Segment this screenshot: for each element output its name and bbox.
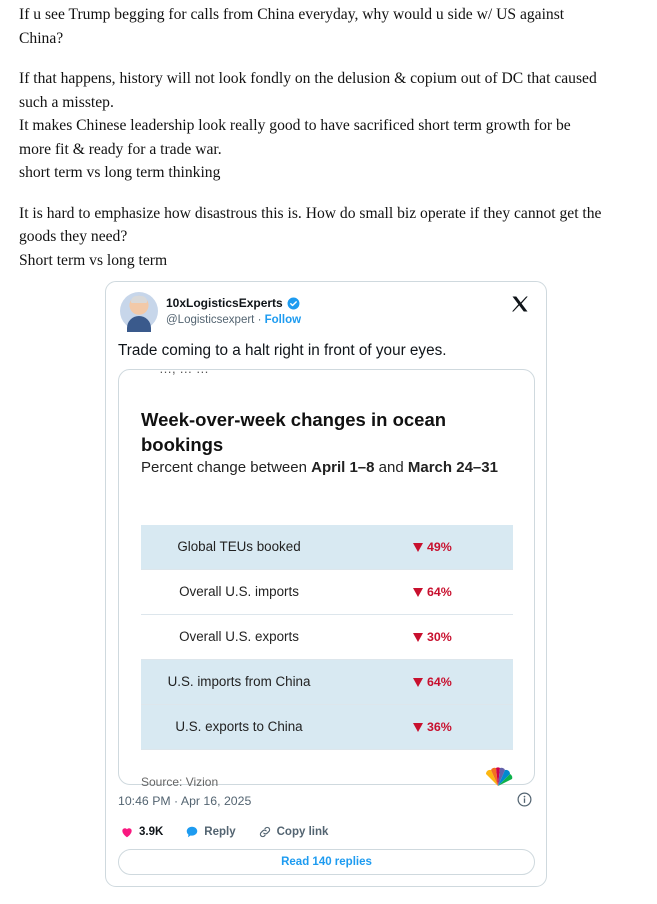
value-text: 64% [427, 585, 452, 599]
value-text: 36% [427, 720, 452, 734]
bookings-table [141, 525, 513, 750]
paragraph-2 [19, 67, 644, 185]
like-count: 3.9K [139, 826, 164, 838]
text-line: goods they need? [19, 228, 128, 245]
text-line: If u see Trump begging for calls from China everyday, why would u side w/ US against [19, 6, 565, 23]
reply-button[interactable] [185, 825, 235, 839]
copy-link-button[interactable] [258, 825, 329, 839]
text-line: If that happens, history will not look fondly on the delusion & copium out of DC that caused [19, 70, 597, 87]
row-value [413, 630, 452, 644]
text-line: such a misstep. [19, 93, 114, 111]
table-row [141, 660, 513, 705]
subtitle-range-2: March 24–31 [407, 459, 498, 476]
link-icon [258, 825, 272, 839]
read-replies-button[interactable]: Read 140 replies [118, 849, 535, 875]
chart-subtitle [141, 458, 521, 478]
name-row [166, 296, 300, 310]
copy-link-label: Copy link [276, 826, 329, 838]
table-row [141, 570, 513, 615]
down-triangle-icon [413, 588, 423, 597]
handle-row [166, 314, 301, 326]
avatar-suit [127, 316, 151, 332]
article-text [19, 3, 644, 289]
x-logo-icon[interactable] [510, 294, 530, 314]
down-triangle-icon [413, 723, 423, 732]
down-triangle-icon [413, 633, 423, 642]
follow-link[interactable]: Follow [264, 314, 302, 326]
text-line: more fit & ready for a trade war. [19, 140, 222, 158]
row-value [413, 585, 452, 599]
avatar-hair [131, 296, 147, 303]
subtitle-and: and [374, 459, 408, 476]
row-label: Overall U.S. exports [179, 629, 299, 644]
text-line: Short term vs long term [19, 251, 168, 269]
chart-title: Week-over-week changes in ocean bookings [141, 409, 447, 455]
row-value [413, 540, 452, 554]
chart-source: Source: Vizion [141, 775, 219, 789]
paragraph-3 [19, 202, 644, 273]
heart-icon [120, 825, 134, 839]
down-triangle-icon [413, 678, 423, 687]
nbc-peacock-icon [483, 768, 513, 786]
separator: · [254, 314, 265, 326]
row-label: Global TEUs booked [177, 539, 301, 554]
down-triangle-icon [413, 543, 423, 552]
like-button[interactable] [120, 825, 163, 839]
reply-bubble-icon [185, 825, 199, 839]
tweet-text: Trade coming to a halt right in front of your eyes. [118, 342, 447, 359]
reply-label: Reply [204, 826, 236, 838]
verified-badge-icon [287, 297, 300, 310]
value-text: 30% [427, 630, 452, 644]
paragraph-1 [19, 3, 644, 50]
subtitle-prefix: Percent change between [141, 459, 312, 476]
table-row [141, 525, 513, 570]
cut-off-text: …, … … [159, 361, 209, 376]
subtitle-range-1: April 1–8 [311, 459, 375, 476]
value-text: 64% [427, 675, 452, 689]
text-line: short term vs long term thinking [19, 164, 221, 181]
info-icon[interactable] [517, 792, 532, 807]
tweet-media-image[interactable] [118, 361, 535, 789]
embedded-tweet[interactable] [105, 281, 547, 887]
row-value [413, 675, 452, 689]
tweet-actions [120, 825, 350, 839]
tweet-timestamp[interactable]: 10:46 PM · Apr 16, 2025 [118, 794, 252, 808]
value-text: 49% [427, 540, 452, 554]
table-row [141, 705, 513, 750]
row-label: U.S. imports from China [167, 674, 311, 689]
handle[interactable]: @Logisticsexpert [166, 314, 255, 326]
tweet-header [120, 292, 530, 332]
row-label: U.S. exports to China [175, 719, 303, 734]
text-line: China? [19, 29, 64, 47]
row-value [413, 720, 452, 734]
avatar[interactable] [120, 292, 158, 330]
row-label: Overall U.S. imports [179, 584, 299, 599]
table-row [141, 615, 513, 660]
display-name[interactable]: 10xLogisticsExperts [166, 296, 283, 310]
text-line: It is hard to emphasize how disastrous this is. How do small biz operate if they cannot get the [19, 204, 602, 222]
text-line: It makes Chinese leadership look really good to have sacrificed short term growth for be [19, 117, 571, 134]
